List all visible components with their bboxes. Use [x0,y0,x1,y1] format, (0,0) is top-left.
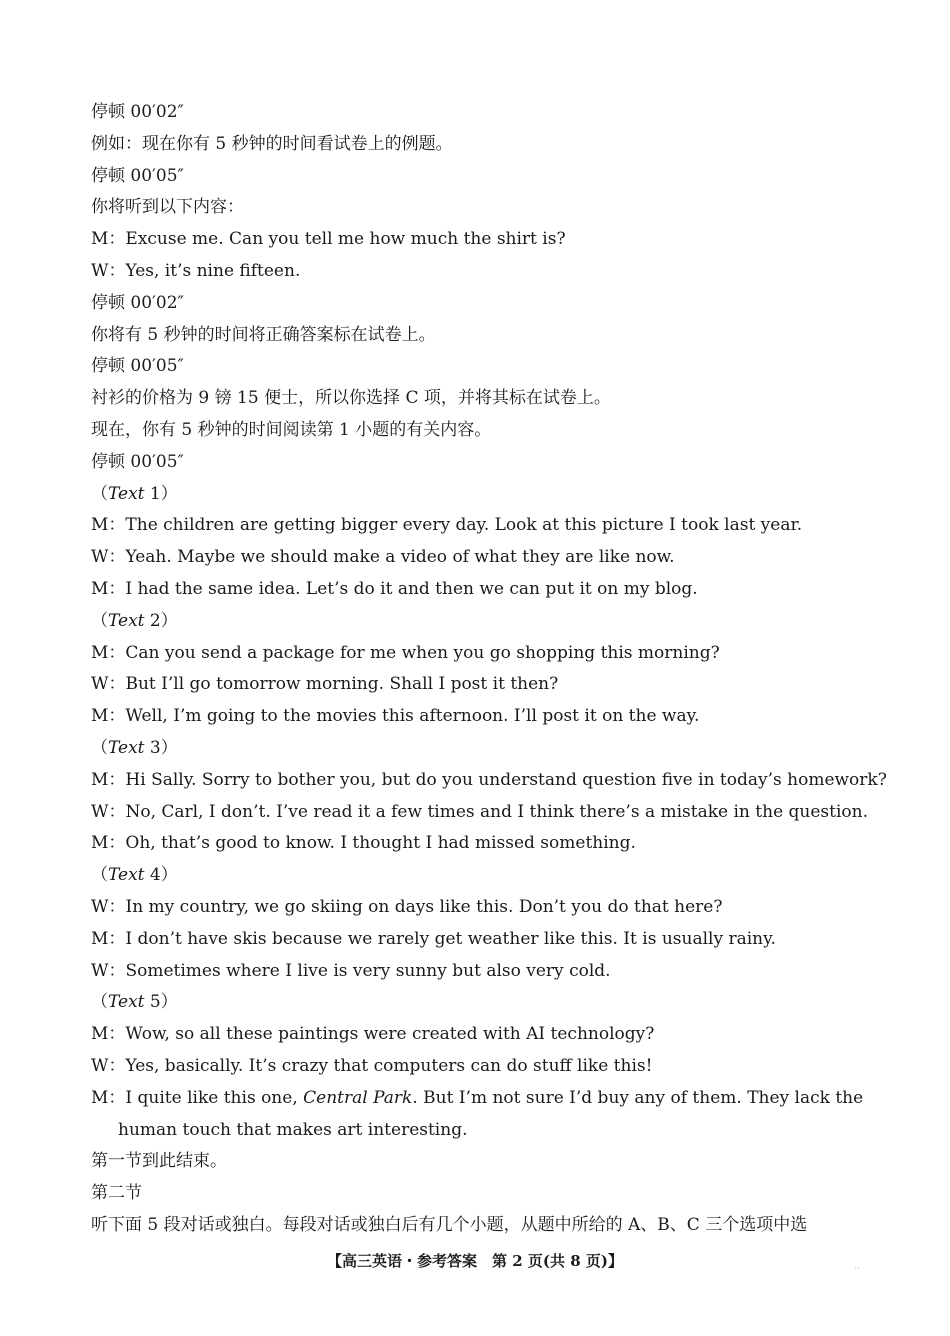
heading-label: Text [108,610,145,631]
painting-title: Central Park [303,1087,413,1108]
dialogue-line: W：Yes, it’s nine fifteen. [91,260,301,281]
dialogue-line [91,1083,866,1115]
heading-open-paren: （ [91,737,108,758]
text-heading-3 [91,733,866,765]
section-instruction: 听下面 5 段对话或独白。每段对话或独白后有几个小题，从题中所给的 A、B、C 三个选项中选 [91,1214,808,1235]
dialogue-continuation: human touch that makes art interesting. [118,1119,468,1140]
heading-number: 4） [144,865,178,886]
dialogue-line: M：I had the same idea. Let’s do it and then we can put it on my blog. [91,578,698,599]
corner-mark: .. [854,1262,860,1272]
heading-label: Text [108,737,145,758]
pause-line: 停顿 00′02″ [91,292,184,313]
heading-number: 3） [144,737,178,758]
heading-open-paren: （ [91,483,108,504]
heading-label: Text [108,483,145,504]
instruction-line: 你将听到以下内容： [91,197,244,218]
dialogue-line: W：Yeah. Maybe we should make a video of what they are like now. [91,547,675,568]
text-heading-5 [91,987,866,1019]
pause-line: 停顿 00′05″ [91,451,184,472]
transcript-body [91,97,887,1242]
instruction-line: 现在，你有 5 秒钟的时间阅读第 1 小题的有关内容。 [91,419,492,440]
dialogue-line: W：Yes, basically. It’s crazy that computers can do stuff like this! [91,1055,653,1076]
instruction-line: 你将有 5 秒钟的时间将正确答案标在试卷上。 [91,324,436,345]
section-end-line: 第一节到此结束。 [91,1151,227,1172]
heading-number: 1） [144,483,178,504]
text-heading-2 [91,606,866,638]
dialogue-line: M：Wow, so all these paintings were created with AI technology? [91,1024,655,1045]
dialogue-text: M：I quite like this one, [91,1087,304,1108]
heading-label: Text [108,865,145,886]
heading-open-paren: （ [91,992,108,1013]
dialogue-line: M：Well, I’m going to the movies this afternoon. I’ll post it on the way. [91,706,700,727]
heading-number: 2） [144,610,178,631]
heading-number: 5） [144,992,178,1013]
page-footer: 【高三英语・参考答案 第 2 页(共 8 页)】 [327,1252,623,1270]
section-heading: 第二节 [91,1183,142,1204]
dialogue-line: W：No, Carl, I don’t. I’ve read it a few times and I think there’s a mistake in the question. [91,801,869,822]
dialogue-line: W：In my country, we go skiing on days like this. Don’t you do that here? [91,896,723,917]
heading-open-paren: （ [91,610,108,631]
pause-line: 停顿 00′02″ [91,102,184,122]
dialogue-line: M：The children are getting bigger every day. Look at this picture I took last year. [91,515,803,536]
pause-line: 停顿 00′05″ [91,356,184,377]
dialogue-line: M：Hi Sally. Sorry to bother you, but do you understand question five in today’s homework? [91,769,887,790]
dialogue-line: W：But I’ll go tomorrow morning. Shall I post it then? [91,674,559,695]
dialogue-line: M：I don’t have skis because we rarely get weather like this. It is usually rainy. [91,928,776,949]
instruction-line: 衬衫的价格为 9 镑 15 便士，所以你选择 C 项，并将其标在试卷上。 [91,388,611,409]
text-heading-1 [91,479,866,511]
heading-open-paren: （ [91,865,108,886]
dialogue-text: . But I’m not sure I’d buy any of them. They lack the [412,1087,864,1108]
dialogue-line: M：Can you send a package for me when you go shopping this morning? [91,642,720,663]
example-instruction: 例如：现在你有 5 秒钟的时间看试卷上的例题。 [91,133,453,154]
heading-label: Text [108,992,145,1013]
dialogue-line: M：Oh, that’s good to know. I thought I had missed something. [91,833,636,854]
pause-line: 停顿 00′05″ [91,165,184,186]
dialogue-line: M：Excuse me. Can you tell me how much the shirt is? [91,229,566,250]
dialogue-line: W：Sometimes where I live is very sunny but also very cold. [91,960,611,981]
text-heading-4 [91,860,866,892]
